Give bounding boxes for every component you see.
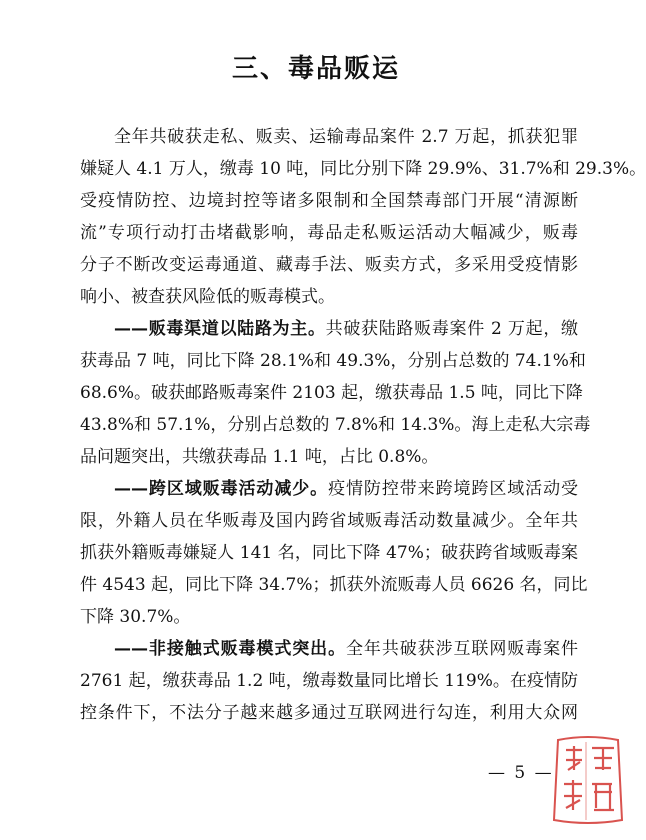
line-text: 受疫情防控、边境封控等诸多限制和全国禁毒部门开展“清源断: [80, 191, 578, 211]
text-line: [80, 570, 588, 595]
text-line: [80, 666, 578, 691]
line-text: 嫌疑人 4.1 万人，缴毒 10 吨，同比分别下降 29.9%、31.7%和 29.3%。: [80, 159, 646, 179]
page-number: — 5 —: [488, 763, 554, 783]
text-line: [114, 314, 578, 339]
text-line: [80, 602, 578, 627]
line-text: 分子不断改变运毒通道、藏毒手法、贩卖方式，多采用受疫情影: [80, 255, 578, 275]
text-line: [80, 442, 578, 467]
section-lead-heading: ——跨区域贩毒活动减少。: [114, 479, 329, 499]
line-text: 2761 起，缴获毒品 1.2 吨，缴毒数量同比增长 119%。在疫情防: [80, 671, 578, 691]
text-line: [80, 378, 583, 403]
line-text: 全年共破获涉互联网贩毒案件: [346, 639, 578, 659]
text-line: [114, 122, 578, 147]
text-line: [80, 506, 578, 531]
text-line: [80, 346, 586, 371]
text-line: [80, 282, 578, 307]
line-text: 流”专项行动打击堵截影响，毒品走私贩运活动大幅减少，贩毒: [80, 223, 578, 243]
line-text: 43.8%和 57.1%，分别占总数的 7.8%和 14.3%。海上走私大宗毒: [80, 415, 591, 435]
line-text: 响小、被查获风险低的贩毒模式。: [80, 287, 335, 307]
line-text: 68.6%。破获邮路贩毒案件 2103 起，缴获毒品 1.5 吨，同比下降: [80, 383, 583, 403]
text-line: [80, 186, 578, 211]
text-line: [114, 634, 578, 659]
line-text: 限，外籍人员在华贩毒及国内跨省域贩毒活动数量减少。全年共: [80, 511, 578, 531]
text-line: [114, 474, 578, 499]
line-text: 疫情防控带来跨境跨区域活动受: [328, 479, 579, 499]
line-text: 控条件下，不法分子越来越多通过互联网进行勾连，利用大众网: [80, 703, 578, 723]
text-line: [80, 154, 646, 179]
line-text: 共破获陆路贩毒案件 2 万起，缴: [325, 319, 579, 339]
red-seal-stamp: [548, 734, 626, 826]
line-text: 下降 30.7%。: [80, 607, 191, 627]
line-text: 件 4543 起，同比下降 34.7%；抓获外流贩毒人员 6626 名，同比: [80, 575, 588, 595]
page-title: 三、毒品贩运: [231, 54, 400, 84]
text-line: [80, 538, 578, 563]
text-line: [80, 250, 578, 275]
text-line: [80, 218, 578, 243]
text-line: [80, 410, 591, 435]
line-text: 获毒品 7 吨，同比下降 28.1%和 49.3%，分别占总数的 74.1%和: [80, 351, 586, 371]
line-text: 全年共破获走私、贩卖、运输毒品案件 2.7 万起，抓获犯罪: [114, 127, 578, 147]
line-text: 品问题突出，共缴获毒品 1.1 吨，占比 0.8%。: [80, 447, 439, 467]
text-line: [80, 698, 578, 723]
line-text: 抓获外籍贩毒嫌疑人 141 名，同比下降 47%；破获跨省域贩毒案: [80, 543, 578, 563]
section-lead-heading: ——贩毒渠道以陆路为主。: [114, 319, 326, 339]
section-lead-heading: ——非接触式贩毒模式突出。: [114, 639, 346, 659]
